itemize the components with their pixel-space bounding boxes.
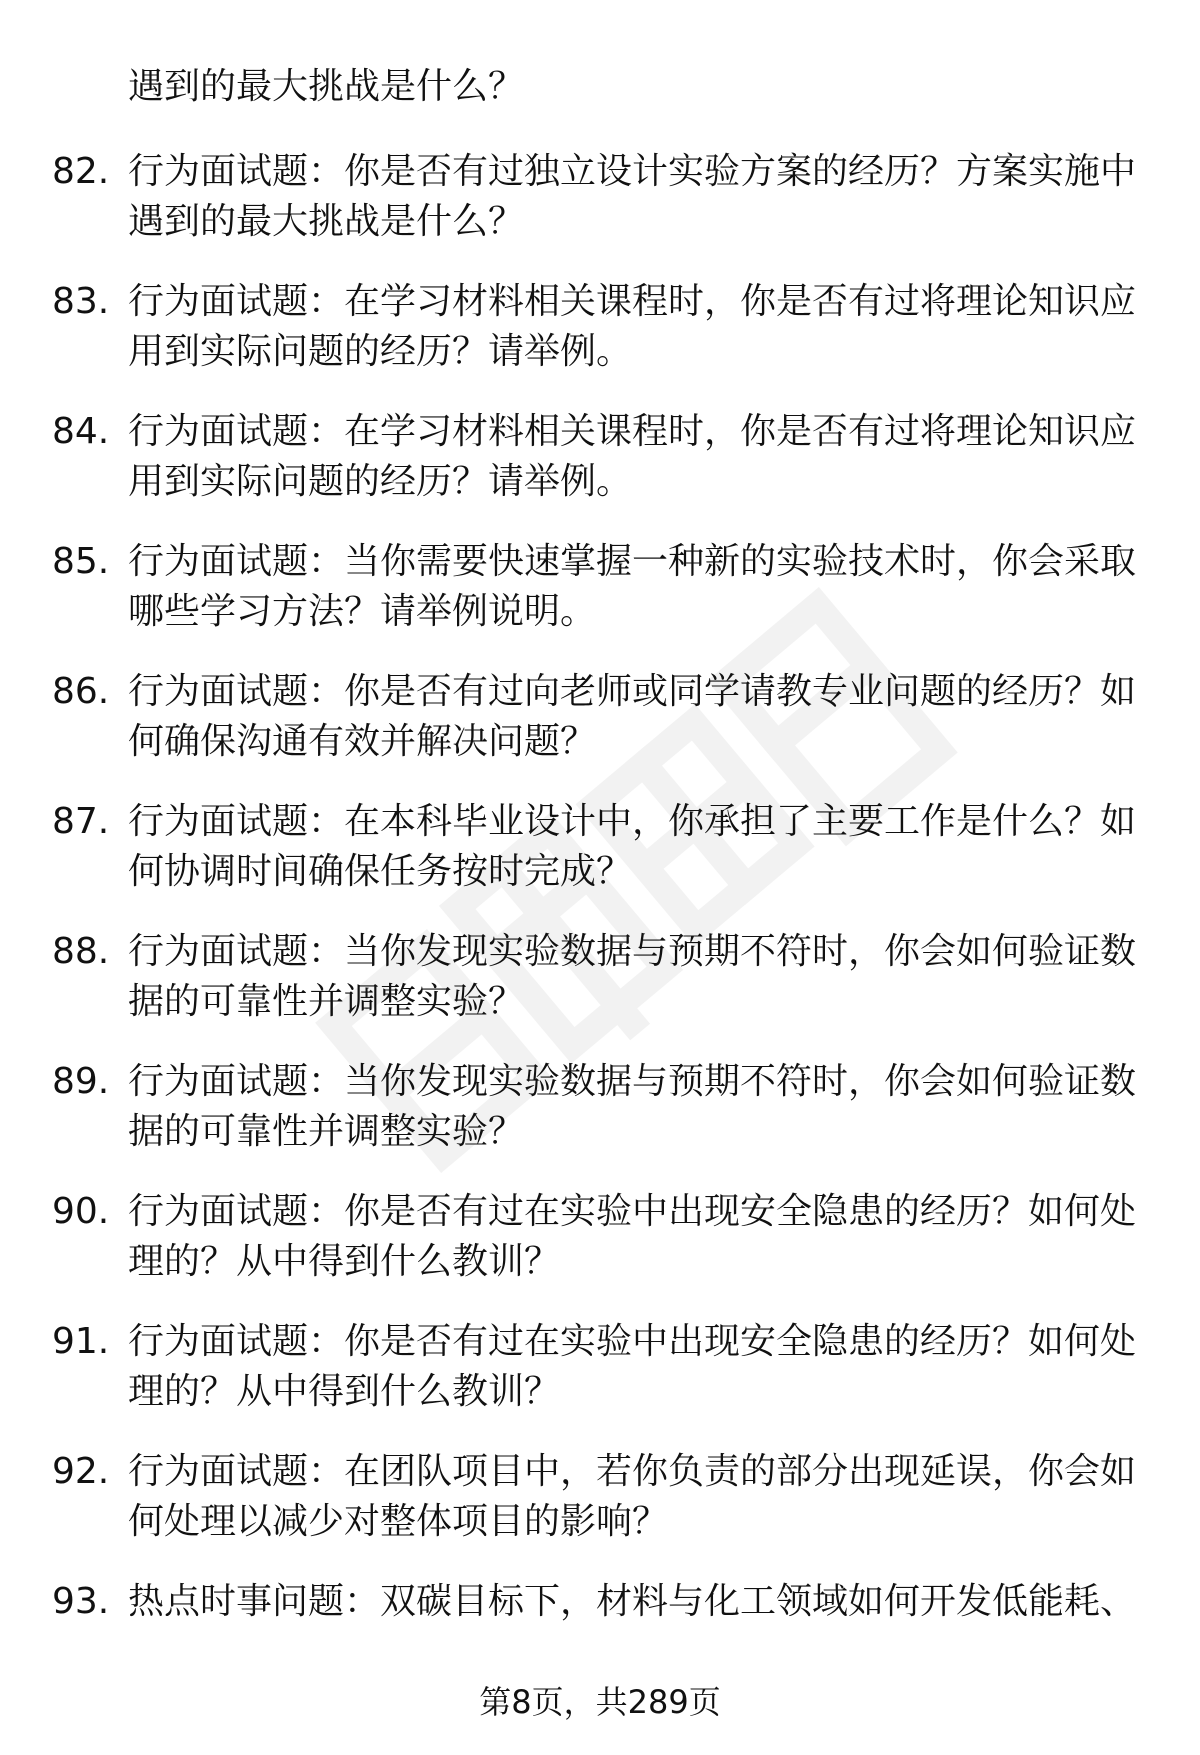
item-text: 行为面试题：你是否有过向老师或同学请教专业问题的经历？如 何确保沟通有效并解决问题？: [128, 671, 1137, 762]
item-text: 行为面试题：你是否有过独立设计实验方案的经历？方案实施中 遇到的最大挑战是什么？: [128, 151, 1137, 242]
list-item: [0, 407, 1200, 537]
item-text: 行为面试题：在学习材料相关课程时，你是否有过将理论知识应 用到实际问题的经历？请举例。: [128, 411, 1137, 502]
item-text: 行为面试题：在团队项目中，若你负责的部分出现延误，你会如 何处理以减少对整体项目的影响？: [128, 1451, 1137, 1542]
item-text: 行为面试题：当你发现实验数据与预期不符时，你会如何验证数 据的可靠性并调整实验？: [128, 1061, 1137, 1152]
item-text: 行为面试题：当你发现实验数据与预期不符时，你会如何验证数 据的可靠性并调整实验？: [128, 931, 1137, 1022]
list-item: [0, 537, 1200, 667]
carryover-text: 遇到的最大挑战是什么？: [128, 66, 525, 107]
item-number: 88.: [52, 931, 110, 972]
item-number: 85.: [52, 541, 110, 582]
item-text: 热点时事问题：双碳目标下，材料与化工领域如何开发低能耗、: [128, 1581, 1137, 1622]
list-item: [0, 1447, 1200, 1577]
item-number: 89.: [52, 1061, 110, 1102]
list-item: [0, 277, 1200, 407]
item-text: 行为面试题：在学习材料相关课程时，你是否有过将理论知识应 用到实际问题的经历？请举例。: [128, 281, 1137, 372]
item-text: 行为面试题：在本科毕业设计中，你承担了主要工作是什么？如 何协调时间确保任务按时完成？: [128, 801, 1137, 892]
item-text: 行为面试题：你是否有过在实验中出现安全隐患的经历？如何处 理的？从中得到什么教训？: [128, 1321, 1137, 1412]
item-number: 93.: [52, 1581, 110, 1622]
list-item: [0, 667, 1200, 797]
item-number: 91.: [52, 1321, 110, 1362]
item-number: 84.: [52, 411, 110, 452]
list-item: [0, 147, 1200, 277]
item-number: 82.: [52, 151, 110, 192]
item-number: 92.: [52, 1451, 110, 1492]
item-number: 90.: [52, 1191, 110, 1232]
list-item: [0, 927, 1200, 1057]
list-item: [0, 797, 1200, 927]
item-number: 87.: [52, 801, 110, 842]
item-number: 83.: [52, 281, 110, 322]
item-number: 86.: [52, 671, 110, 712]
list-item: [0, 1317, 1200, 1447]
item-text: 行为面试题：当你需要快速掌握一种新的实验技术时，你会采取 哪些学习方法？请举例说明。: [128, 541, 1137, 632]
list-item: [0, 1057, 1200, 1187]
page-footer: 第8页，共289页: [479, 1683, 721, 1721]
list-item: [0, 1187, 1200, 1317]
question-list: [0, 147, 1200, 1707]
item-text: 行为面试题：你是否有过在实验中出现安全隐患的经历？如何处 理的？从中得到什么教训？: [128, 1191, 1137, 1282]
